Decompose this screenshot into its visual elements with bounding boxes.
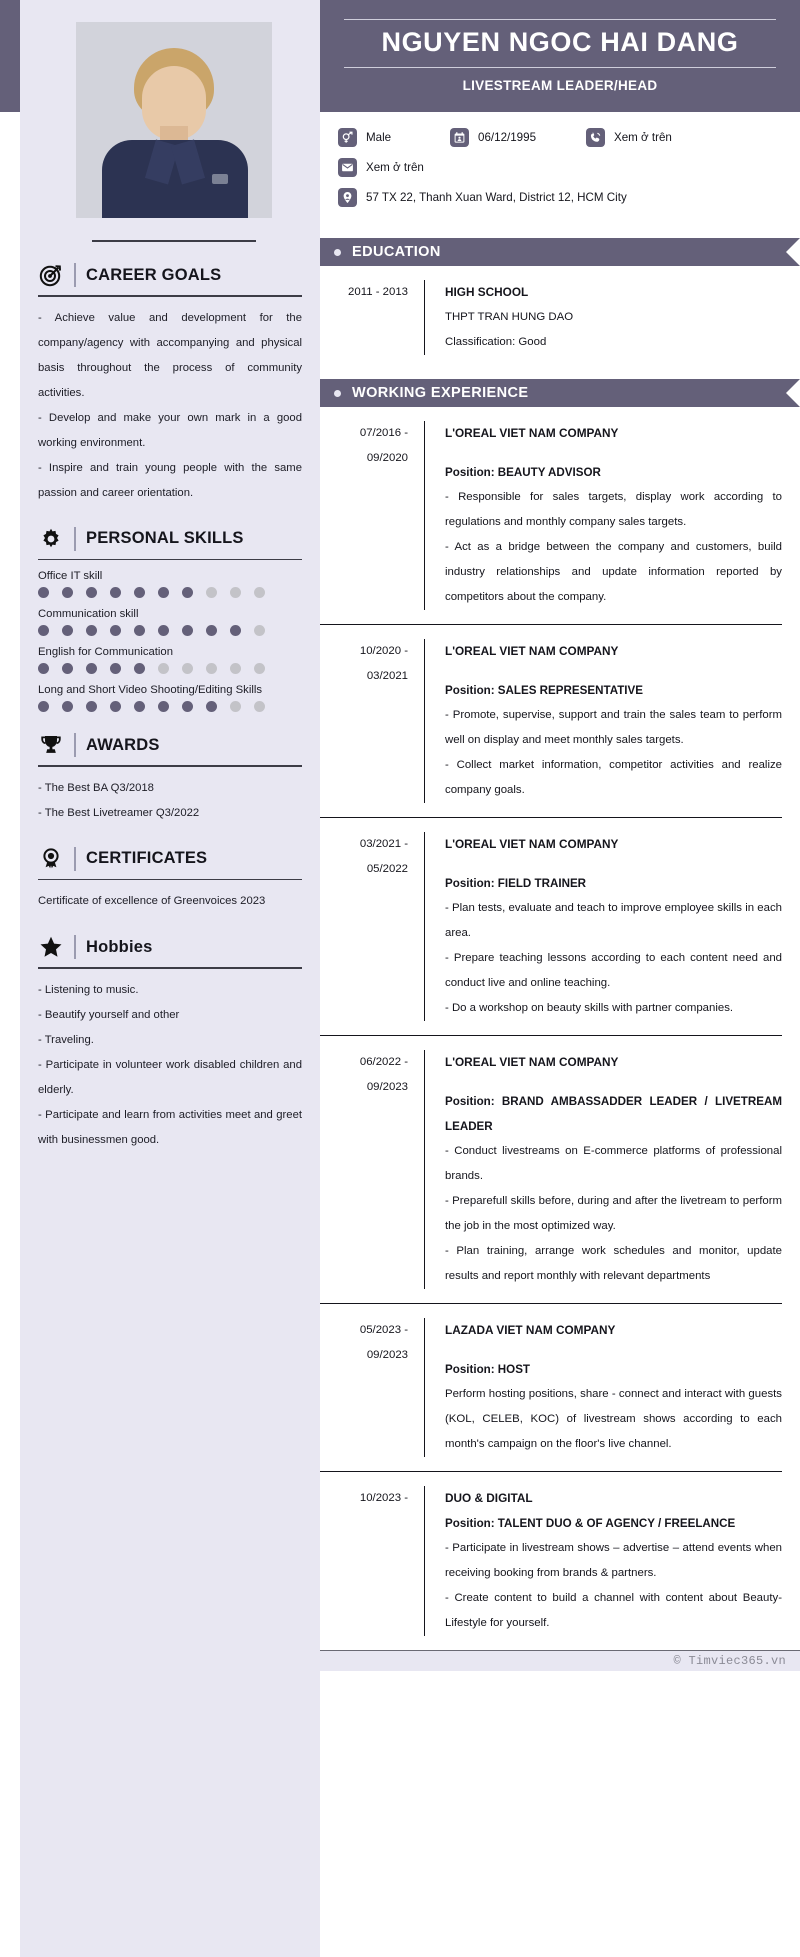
rating-dot <box>62 625 73 636</box>
entry-org: L'OREAL VIET NAM COMPANY <box>445 644 619 658</box>
photo-container <box>20 0 320 242</box>
rating-dot <box>134 587 145 598</box>
target-icon <box>38 262 64 288</box>
rating-dot <box>206 663 217 674</box>
section-header-career-goals <box>38 262 302 295</box>
rating-dot <box>86 587 97 598</box>
experience-entry <box>320 1472 782 1650</box>
entry-date: 10/2020 - 03/2021 <box>320 639 424 803</box>
education-entries <box>320 266 800 369</box>
rating-dot <box>206 587 217 598</box>
contact-row <box>338 188 782 207</box>
entry-date: 03/2021 - 05/2022 <box>320 832 424 1021</box>
content-column <box>320 0 800 1957</box>
contact-value: Male <box>366 131 392 144</box>
hobby-item: - Listening to music. <box>38 983 139 996</box>
section-title: AWARDS <box>86 735 160 754</box>
entry-bullet: - Do a workshop on beauty skills with partner companies. <box>445 1002 734 1014</box>
rating-dot <box>134 701 145 712</box>
star-icon <box>38 934 64 960</box>
entry-detail: THPT TRAN HUNG DAO <box>445 311 574 323</box>
contact-gender <box>338 128 450 147</box>
section-rule <box>38 967 302 969</box>
rating-dot <box>62 587 73 598</box>
footer-bar <box>320 1651 800 1671</box>
entry-bullet: - Preparefull skills before, during and after the livetream to perform the job in the most optimized way. <box>445 1195 782 1232</box>
skill-label: Long and Short Video Shooting/Editing Skills <box>38 684 263 696</box>
hobby-item: - Participate and learn from activities meet and greet with businessmen good. <box>38 1108 302 1146</box>
entry-date-end: 03/2021 <box>366 670 408 682</box>
career-goal-paragraph: - Develop and make your own mark in a good working environment. <box>38 411 302 449</box>
entry-body <box>424 832 782 1021</box>
envelope-icon <box>338 158 357 177</box>
rating-dot <box>110 701 121 712</box>
skill-label: Communication skill <box>38 608 139 620</box>
rating-dot <box>230 625 241 636</box>
gear-icon <box>38 526 64 552</box>
contact-email <box>338 158 424 177</box>
rating-dot <box>134 625 145 636</box>
banner-bullet-icon <box>334 390 341 397</box>
contact-row <box>338 128 782 147</box>
section-title: PERSONAL SKILLS <box>86 529 244 547</box>
trophy-icon <box>38 732 64 758</box>
entry-date: 06/2022 - 09/2023 <box>320 1050 424 1289</box>
award-item: - The Best BA Q3/2018 <box>38 781 154 794</box>
entry-body <box>424 280 782 355</box>
sidebar <box>20 0 320 1957</box>
rating-dot <box>38 587 49 598</box>
header-divider <box>74 263 76 287</box>
experience-entry <box>320 818 782 1036</box>
entry-body <box>424 421 782 610</box>
contact-birthday <box>450 128 586 147</box>
section-rule <box>38 295 302 297</box>
phone-icon <box>586 128 605 147</box>
contact-value: Xem ở trên <box>366 161 424 174</box>
certificate-ribbon-icon <box>38 846 64 872</box>
skill-row <box>38 646 302 674</box>
hobby-item: - Participate in volunteer work disabled children and elderly. <box>38 1058 302 1096</box>
banner-bullet-icon <box>334 249 341 256</box>
entry-date: 07/2016 - 09/2020 <box>320 421 424 610</box>
section-title: CAREER GOALS <box>86 265 222 284</box>
rating-dot <box>182 701 193 712</box>
entry-org: L'OREAL VIET NAM COMPANY <box>445 1055 619 1069</box>
contact-block <box>320 112 800 228</box>
rating-dot <box>182 625 193 636</box>
skill-row <box>38 684 302 712</box>
section-header-personal-skills <box>38 526 302 559</box>
entry-org: HIGH SCHOOL <box>445 285 529 299</box>
header-divider <box>74 847 76 871</box>
entry-bullet: - Create content to build a channel with content about Beauty-Lifestyle for yourself. <box>445 1592 782 1629</box>
rating-dot <box>86 663 97 674</box>
entry-bullet: - Promote, supervise, support and train the sales team to perform well on display and meet monthly sales targets. <box>445 709 782 746</box>
entry-bullet: - Collect market information, competitor activities and realize company goals. <box>445 759 782 796</box>
rating-dot <box>38 701 49 712</box>
skill-rating-dots <box>38 587 302 598</box>
skill-label: Office IT skill <box>38 570 103 582</box>
banner-title: EDUCATION <box>352 244 441 260</box>
profile-photo <box>76 22 272 218</box>
experience-entries <box>320 407 800 1650</box>
section-header-awards <box>38 732 302 765</box>
rating-dot <box>254 663 265 674</box>
entry-bullet: - Prepare teaching lessons according to each content need and conduct live and online teaching. <box>445 952 782 989</box>
entry-date-end: 09/2023 <box>366 1349 408 1361</box>
skill-rating-dots <box>38 663 302 674</box>
entry-org: L'OREAL VIET NAM COMPANY <box>445 426 619 440</box>
header-divider <box>74 935 76 959</box>
top-left-accent-bar <box>0 0 20 112</box>
header-divider <box>74 733 76 757</box>
section-rule <box>38 765 302 767</box>
header-divider <box>74 527 76 551</box>
hobby-item: - Traveling. <box>38 1033 94 1046</box>
entry-date: 2011 - 2013 <box>348 286 408 298</box>
rating-dot <box>254 587 265 598</box>
sidebar-sections <box>20 262 320 1179</box>
experience-entry <box>320 1036 782 1304</box>
entry-bullet: - Participate in livestream shows – advertise – attend events when receiving booking from brands & partners. <box>445 1542 782 1579</box>
section-title: Hobbies <box>86 937 153 956</box>
rating-dot <box>86 701 97 712</box>
entry-detail: Classification: Good <box>445 336 547 348</box>
section-title: CERTIFICATES <box>86 849 208 867</box>
entry-position: Position: BRAND AMBASSADDER LEADER / LIVETREAM LEADER <box>445 1095 782 1133</box>
experience-entry <box>320 625 782 818</box>
rating-dot <box>62 663 73 674</box>
section-banner-education <box>320 238 800 266</box>
rating-dot <box>110 663 121 674</box>
contact-value: 57 TX 22, Thanh Xuan Ward, District 12, HCM City <box>366 191 627 204</box>
entry-position: Position: FIELD TRAINER <box>445 877 587 890</box>
entry-position: Position: BEAUTY ADVISOR <box>445 466 601 479</box>
entry-position: Position: SALES REPRESENTATIVE <box>445 684 643 697</box>
certificate-item: Certificate of excellence of Greenvoices 2023 <box>38 895 266 907</box>
rating-dot <box>230 663 241 674</box>
rating-dot <box>86 625 97 636</box>
skill-rating-dots <box>38 701 302 712</box>
entry-date-end: 09/2023 <box>366 1081 408 1093</box>
rating-dot <box>38 625 49 636</box>
footer-watermark: © Timviec365.vn <box>673 1654 786 1668</box>
name-banner <box>320 0 800 112</box>
entry-bullet: - Plan tests, evaluate and teach to improve employee skills in each area. <box>445 902 782 939</box>
award-item: - The Best Livetreamer Q3/2022 <box>38 806 200 819</box>
gender-icon <box>338 128 357 147</box>
rating-dot <box>158 587 169 598</box>
footer <box>320 1650 800 1671</box>
skill-rating-dots <box>38 625 302 636</box>
page-title: NGUYEN NGOC HAI DANG <box>344 19 776 68</box>
section-rule <box>38 559 302 561</box>
career-goal-paragraph: - Inspire and train young people with the same passion and career orientation. <box>38 461 302 499</box>
entry-date-end: 09/2020 <box>366 452 408 464</box>
job-title: LIVESTREAM LEADER/HEAD <box>462 77 658 93</box>
rating-dot <box>182 663 193 674</box>
entry-body <box>424 1050 782 1289</box>
experience-entry <box>320 1304 782 1472</box>
entry-date: 10/2023 - <box>359 1492 408 1504</box>
rating-dot <box>254 701 265 712</box>
career-goal-paragraph: - Achieve value and development for the company/agency with accompanying and physical basis throughout the process of community activities. <box>38 311 302 399</box>
calendar-icon <box>450 128 469 147</box>
entry-org: L'OREAL VIET NAM COMPANY <box>445 837 619 851</box>
entry-body <box>424 639 782 803</box>
entry-bullet: - Plan training, arrange work schedules and monitor, update results and report monthly with relevant departments <box>445 1245 782 1282</box>
contact-value: Xem ở trên <box>614 131 672 144</box>
rating-dot <box>38 663 49 674</box>
rating-dot <box>182 587 193 598</box>
section-header-certificates <box>38 846 302 879</box>
entry-body <box>424 1318 782 1457</box>
contact-phone <box>586 128 672 147</box>
rating-dot <box>230 587 241 598</box>
education-entry <box>320 266 782 369</box>
rating-dot <box>206 701 217 712</box>
entry-bullet: - Responsible for sales targets, display work according to regulations and monthly company sales targets. <box>445 491 782 528</box>
rating-dot <box>158 663 169 674</box>
section-rule <box>38 879 302 881</box>
section-banner-working-experience <box>320 379 800 407</box>
photo-divider <box>92 240 256 242</box>
contact-row <box>338 158 782 177</box>
rating-dot <box>110 625 121 636</box>
location-pin-icon <box>338 188 357 207</box>
rating-dot <box>254 625 265 636</box>
entry-position: Position: HOST <box>445 1363 531 1376</box>
banner-title: WORKING EXPERIENCE <box>352 385 529 401</box>
rating-dot <box>158 701 169 712</box>
rating-dot <box>230 701 241 712</box>
entry-position: Position: TALENT DUO & OF AGENCY / FREELANCE <box>445 1517 736 1530</box>
rating-dot <box>158 625 169 636</box>
rating-dot <box>206 625 217 636</box>
entry-bullet: - Conduct livestreams on E-commerce platforms of professional brands. <box>445 1145 782 1182</box>
entry-bullet: - Act as a bridge between the company and customers, build industry relationships and update information reported by competitors about the company. <box>445 541 782 603</box>
rating-dot <box>110 587 121 598</box>
contact-address <box>338 188 627 207</box>
entry-date-end: 05/2022 <box>366 863 408 875</box>
hobby-item: - Beautify yourself and other <box>38 1008 180 1021</box>
entry-org: LAZADA VIET NAM COMPANY <box>445 1323 616 1337</box>
entry-date: 05/2023 - 09/2023 <box>320 1318 424 1457</box>
section-header-hobbies <box>38 934 302 967</box>
rating-dot <box>134 663 145 674</box>
entry-body <box>424 1486 782 1636</box>
contact-value: 06/12/1995 <box>478 131 537 144</box>
skill-row <box>38 608 302 636</box>
entry-org: DUO & DIGITAL <box>445 1491 533 1505</box>
rating-dot <box>62 701 73 712</box>
experience-entry <box>320 407 782 625</box>
skill-label: English for Communication <box>38 646 173 658</box>
entry-bullet: Perform hosting positions, share - connect and interact with guests (KOL, CELEB, KOC) of livestream shows according to each month's campaign on the floor's live channel. <box>445 1388 782 1450</box>
skill-row <box>38 570 302 598</box>
